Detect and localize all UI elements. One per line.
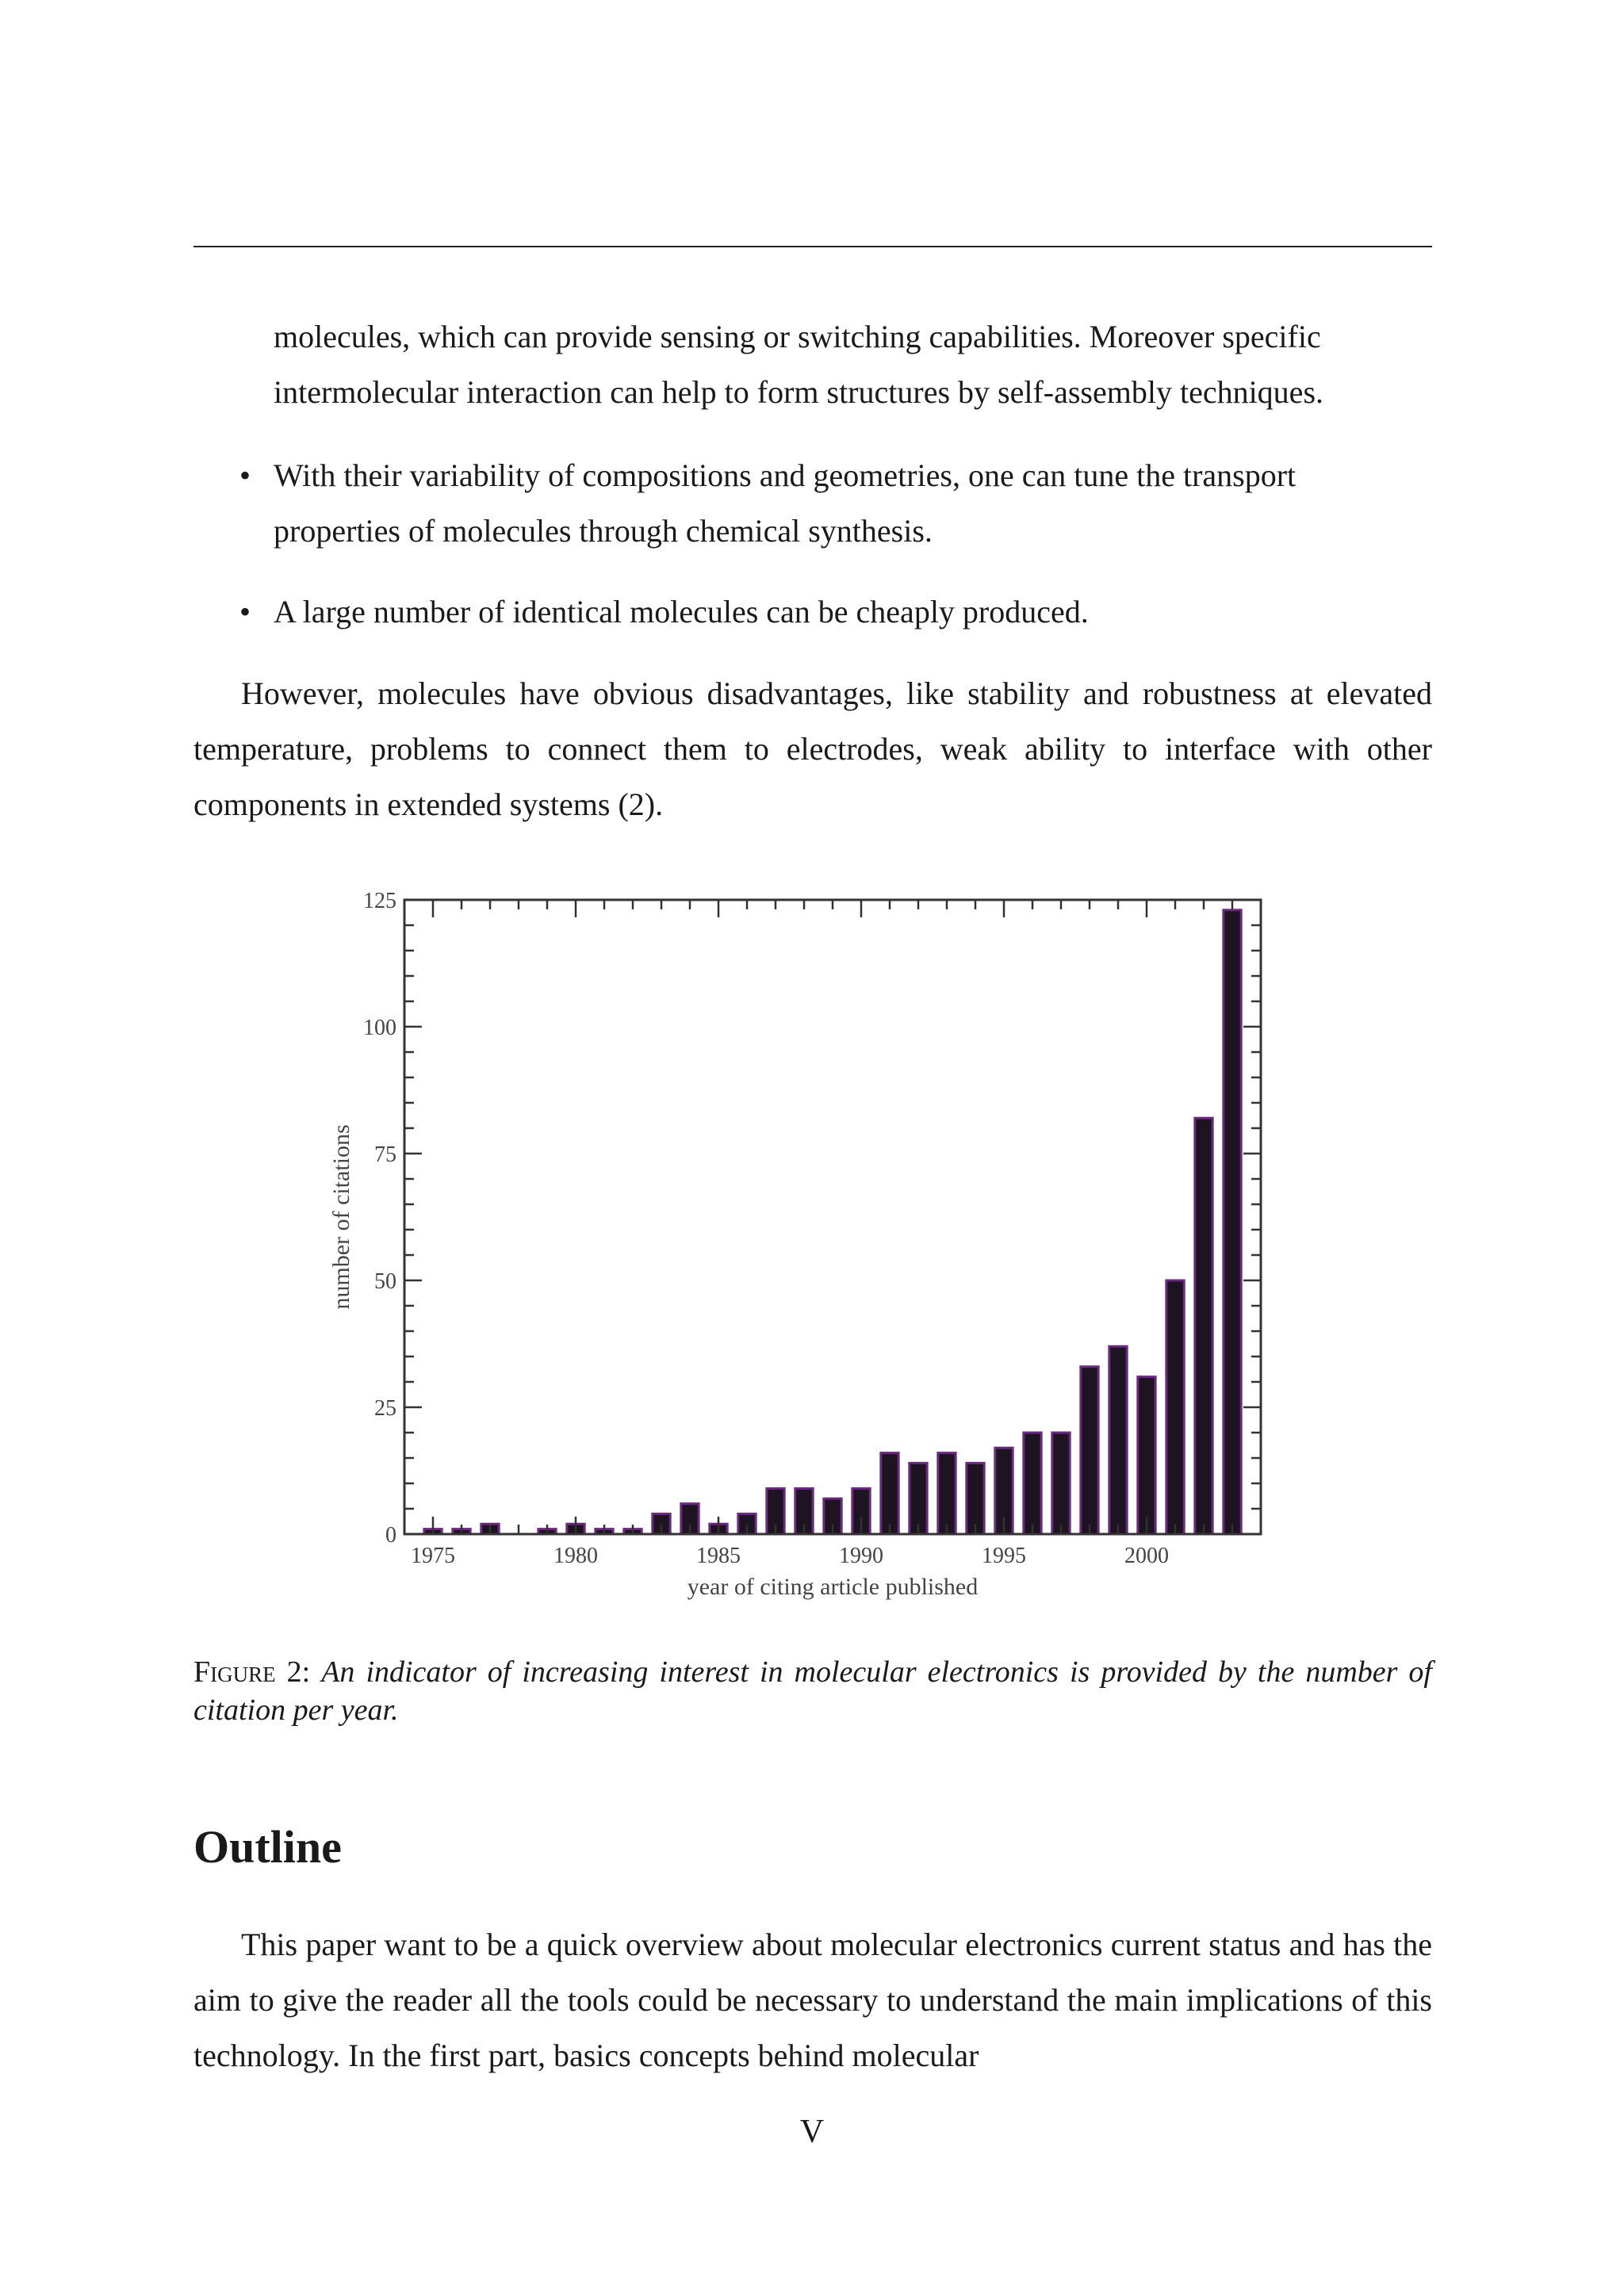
bar-1991 [881,1453,898,1534]
continued-list-item [274,309,1432,420]
y-tick-label: 100 [363,1016,396,1040]
header-rule [193,246,1432,247]
x-axis-title: year of citing article published [687,1574,979,1600]
bar-1994 [967,1463,984,1534]
text-line: intermolecular interaction can help to form structures by self-assembly techniques. [274,374,1324,410]
y-tick-label: 50 [374,1269,396,1294]
bar-2003 [1224,910,1241,1534]
y-tick-label: 125 [363,889,396,913]
bullet-item-variability [274,448,1432,559]
y-axis-title: number of citations [328,1124,354,1310]
x-tick-label: 2000 [1124,1544,1169,1568]
bar-1997 [1052,1433,1070,1534]
figure-caption [193,1653,1432,1729]
bar-1999 [1109,1346,1127,1534]
plot-frame [404,900,1261,1534]
bullet-symbol: • [239,594,251,629]
x-tick-label: 1995 [982,1544,1026,1568]
x-tick-label: 1980 [553,1544,598,1568]
figure-citations-chart [317,876,1293,1613]
paragraph-outline: This paper want to be a quick overview about molecular electronics current status and has the aim to give the reader all the tools could be necessary to understand the main implications of this technology. In the first part, basics concepts behind molecular [193,1927,1432,2073]
bullet-item-identical [274,584,1432,640]
y-tick-label: 75 [374,1142,396,1167]
x-tick-label: 1975 [411,1544,455,1568]
x-tick-label: 1990 [839,1544,883,1568]
text-line: properties of molecules through chemical synthesis. [274,513,933,549]
y-tick-label: 0 [385,1523,396,1548]
paragraph-disadvantages: However, molecules have obvious disadvantages, like stability and robustness at elevated temperature, problems to connect them to electrodes, weak ability to interface with other components in extended systems (2). [193,675,1432,822]
bar-2001 [1166,1280,1184,1534]
page-number: V [799,2114,825,2150]
bar-1993 [938,1453,956,1534]
text-line: With their variability of compositions and geometries, one can tune the transport [274,457,1297,493]
y-tick-label: 25 [374,1396,396,1421]
text-line: A large number of identical molecules can be cheaply produced. [274,594,1089,629]
bar-2002 [1195,1118,1212,1534]
bar-chart [317,876,1293,1613]
figure-label: Figure 2: [193,1655,311,1689]
bar-1992 [910,1463,927,1534]
text-line: molecules, which can provide sensing or switching capabilities. Moreover specific [274,319,1321,354]
bar-1996 [1024,1433,1041,1534]
x-tick-label: 1985 [696,1544,741,1568]
bullet-symbol: • [239,457,251,493]
section-heading: Outline [193,1821,342,1873]
figure-caption-text: An indicator of increasing interest in molecular electronics is provided by the number of citation per year. [193,1655,1432,1727]
bar-2000 [1138,1377,1155,1534]
bar-1998 [1081,1367,1098,1534]
